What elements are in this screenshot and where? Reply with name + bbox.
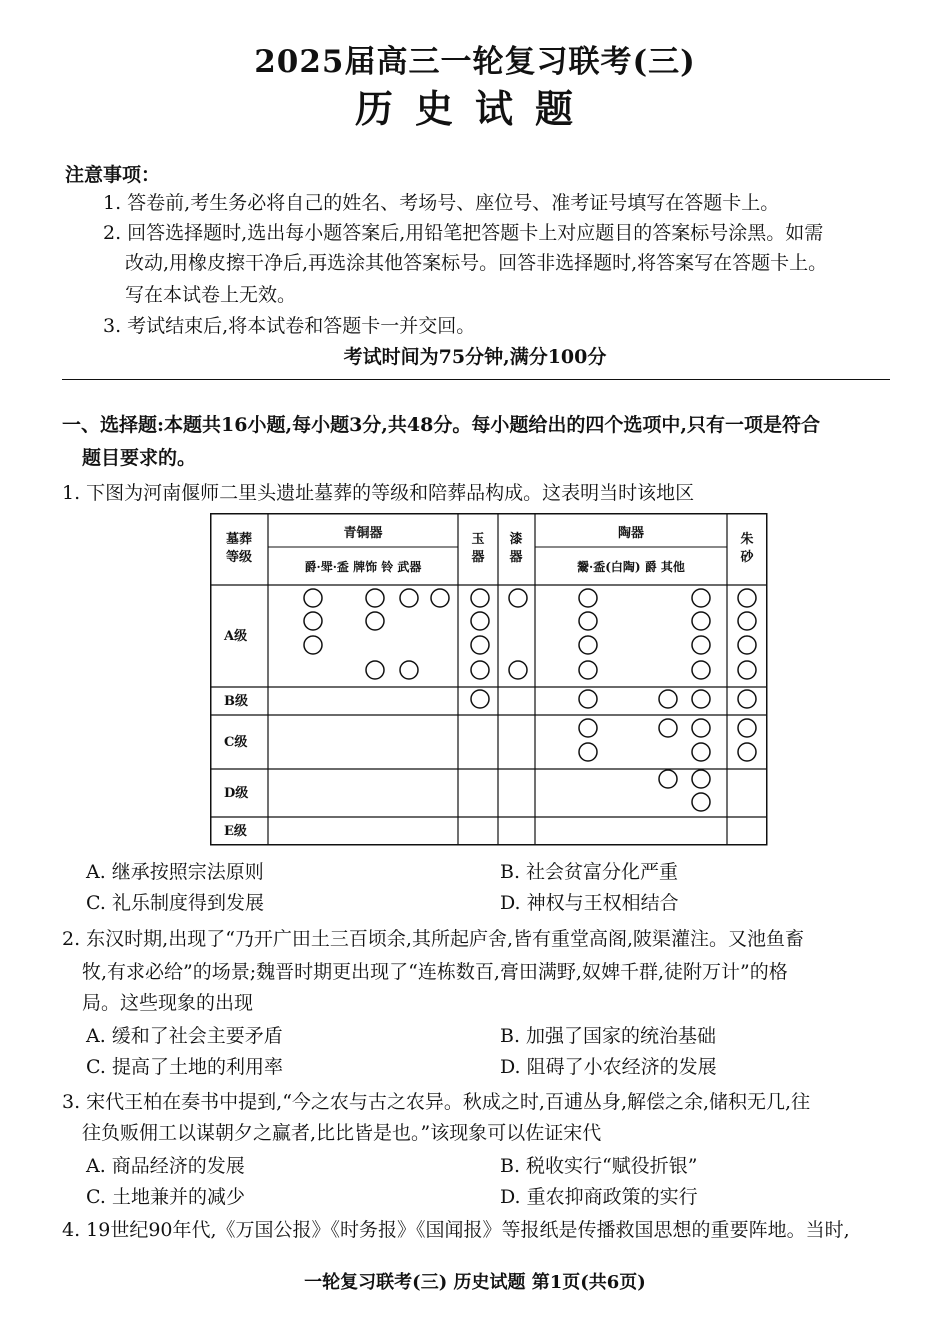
q3-option-d: D. 重农抑商政策的实行 — [500, 1186, 698, 1208]
marker-circle — [738, 743, 756, 761]
header-lacquer: 器 — [509, 550, 523, 565]
marker-circle — [738, 589, 756, 607]
marker-circle — [579, 661, 597, 679]
marker-circle — [431, 589, 449, 607]
grade-label: E级 — [224, 824, 247, 839]
grade-label: C级 — [224, 735, 248, 750]
marker-circle — [400, 661, 418, 679]
marker-circle — [659, 719, 677, 737]
question-2-stem: 局。这些现象的出现 — [82, 992, 254, 1014]
notice-line: 3. 考试结束后,将本试卷和答题卡一并交回。 — [103, 315, 476, 337]
marker-circle — [692, 719, 710, 737]
marker-circle — [579, 636, 597, 654]
header-cinnabar: 砂 — [740, 550, 754, 565]
notice-heading: 注意事项： — [65, 164, 161, 186]
divider — [62, 379, 890, 380]
header-bronze: 青铜器 — [343, 526, 383, 541]
q1-option-b: B. 社会贫富分化严重 — [500, 861, 679, 883]
marker-circle — [509, 661, 527, 679]
marker-circle — [304, 612, 322, 630]
marker-circle — [304, 636, 322, 654]
marker-circle — [659, 690, 677, 708]
header-jade: 器 — [471, 550, 485, 565]
notice-line: 改动,用橡皮擦干净后,再选涂其他答案标号。回答非选择题时,将答案写在答题卡上。 — [125, 252, 828, 274]
question-3-stem: 3. 宋代王柏在奏书中提到,“今之农与古之农异。秋成之时,百逋丛身,解偿之余,储积无几,往 — [62, 1091, 811, 1113]
marker-circle — [738, 661, 756, 679]
q2-option-b: B. 加强了国家的统治基础 — [500, 1025, 717, 1047]
header-lacquer: 漆 — [509, 532, 523, 547]
marker-circle — [659, 770, 677, 788]
marker-circle — [471, 636, 489, 654]
q1-option-d: D. 神权与王权相结合 — [500, 892, 679, 914]
marker-circle — [366, 589, 384, 607]
marker-circle — [692, 793, 710, 811]
section-instruction: 题目要求的。 — [82, 447, 197, 469]
page-footer: 一轮复习联考(三) 历史试题 第1页(共6页) — [304, 1272, 646, 1293]
subject-title: 历史试题 — [354, 86, 595, 131]
marker-circle — [579, 589, 597, 607]
q2-option-d: D. 阻碍了小农经济的发展 — [500, 1056, 717, 1078]
marker-circle — [471, 690, 489, 708]
question-2-stem: 2. 东汉时期,出现了“乃开广田土三百顷余,其所起庐舍,皆有重堂高阁,陂渠灌注。又池鱼畜 — [62, 928, 805, 950]
marker-circle — [692, 770, 710, 788]
marker-circle — [738, 612, 756, 630]
header-grade: 墓葬 — [225, 532, 253, 547]
header-bronze-sub: 爵·斝·盉 牌饰 铃 武器 — [304, 560, 422, 574]
marker-circle — [692, 589, 710, 607]
marker-circle — [304, 589, 322, 607]
marker-circle — [692, 661, 710, 679]
marker-circle — [471, 612, 489, 630]
marker-circle — [579, 719, 597, 737]
grade-label: A级 — [224, 629, 248, 644]
marker-circle — [471, 661, 489, 679]
marker-circle — [692, 636, 710, 654]
notice-line: 写在本试卷上无效。 — [125, 284, 297, 306]
question-1-stem: 1. 下图为河南偃师二里头遗址墓葬的等级和陪葬品构成。这表明当时该地区 — [62, 482, 695, 504]
header-pottery-sub: 鬶·盉(白陶) 爵 其他 — [577, 560, 685, 574]
grade-label: D级 — [224, 786, 249, 801]
q1-option-c: C. 礼乐制度得到发展 — [86, 892, 264, 914]
q2-option-a: A. 缓和了社会主要矛盾 — [86, 1025, 283, 1047]
marker-circle — [738, 636, 756, 654]
marker-circle — [692, 743, 710, 761]
marker-circle — [366, 612, 384, 630]
marker-circle — [579, 690, 597, 708]
question-2-stem: 牧,有求必给”的场景;魏晋时期更出现了“连栋数百,膏田满野,奴婢千群,徒附万计”的格 — [82, 961, 788, 983]
notice-line: 2. 回答选择题时,选出每小题答案后,用铅笔把答题卡上对应题目的答案标号涂黑。如需 — [103, 222, 824, 244]
marker-circle — [692, 612, 710, 630]
header-jade: 玉 — [471, 532, 485, 547]
q3-option-c: C. 土地兼并的减少 — [86, 1186, 245, 1208]
marker-circle — [400, 589, 418, 607]
question-3-stem: 往负贩佣工以谋朝夕之赢者,比比皆是也。”该现象可以佐证宋代 — [82, 1122, 602, 1144]
notice-line: 1. 答卷前,考生务必将自己的姓名、考场号、座位号、准考证号填写在答题卡上。 — [103, 192, 780, 214]
marker-circle — [509, 589, 527, 607]
burial-table — [210, 513, 770, 849]
marker-circle — [366, 661, 384, 679]
question-4-stem: 4. 19世纪90年代,《万国公报》《时务报》《国闻报》等报纸是传播救国思想的重要阵地。当时, — [62, 1219, 850, 1241]
grave-good-markers — [304, 589, 756, 811]
marker-circle — [579, 743, 597, 761]
q3-option-a: A. 商品经济的发展 — [86, 1155, 245, 1177]
q3-option-b: B. 税收实行“赋役折银” — [500, 1155, 698, 1177]
exam-duration: 考试时间为75分钟,满分100分 — [343, 346, 607, 368]
header-cinnabar: 朱 — [740, 532, 754, 547]
marker-circle — [738, 719, 756, 737]
header-pottery: 陶器 — [617, 526, 645, 541]
marker-circle — [579, 612, 597, 630]
header-grade: 等级 — [225, 550, 253, 565]
marker-circle — [692, 690, 710, 708]
marker-circle — [738, 690, 756, 708]
grade-label: B级 — [224, 694, 248, 709]
exam-title: 2025届高三一轮复习联考(三) — [254, 44, 696, 80]
q2-option-c: C. 提高了土地的利用率 — [86, 1056, 283, 1078]
section-instruction: 一、选择题:本题共16小题,每小题3分,共48分。每小题给出的四个选项中,只有一项是符合 — [62, 414, 820, 436]
q1-option-a: A. 继承按照宗法原则 — [86, 861, 264, 883]
marker-circle — [471, 589, 489, 607]
